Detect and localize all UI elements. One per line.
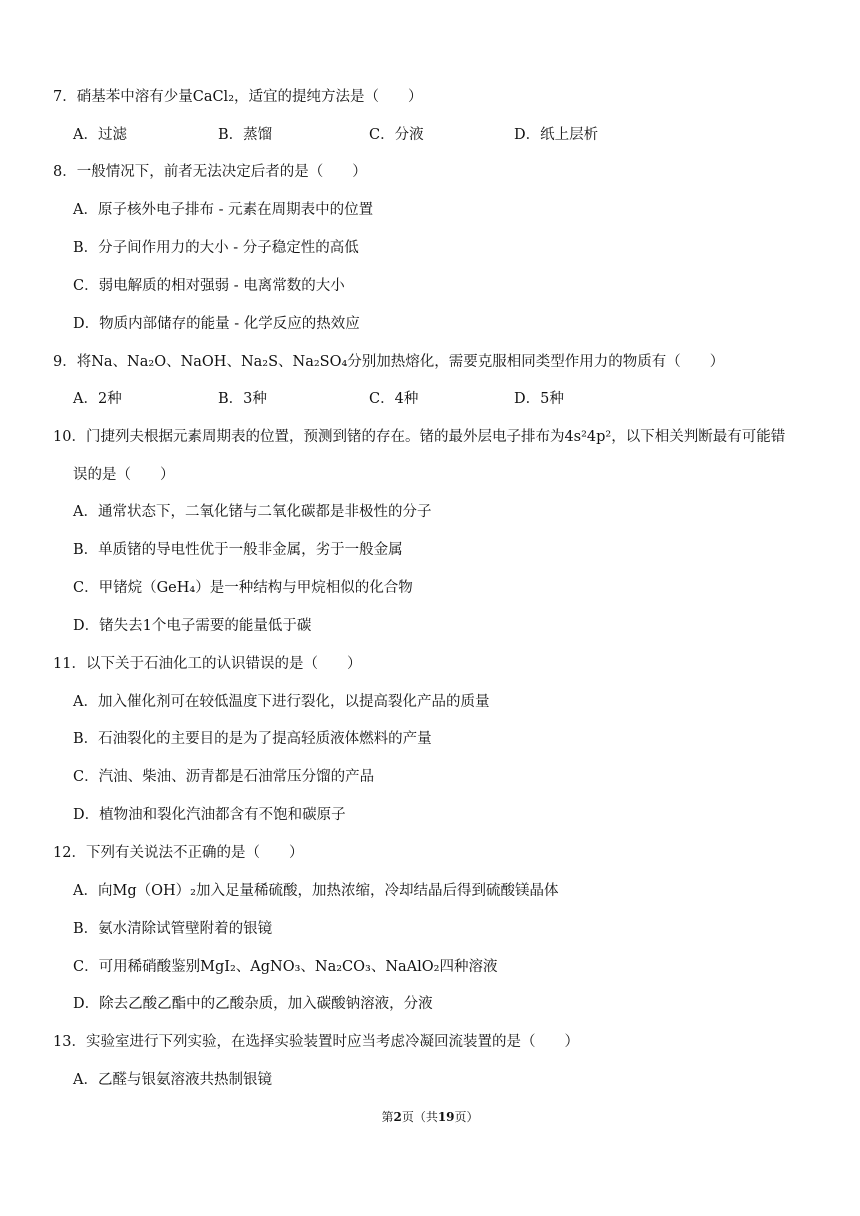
question-7-option-a: A．过滤 bbox=[73, 127, 127, 143]
footer-prefix: 第 bbox=[381, 1110, 394, 1124]
question-8-option-b: B．分子间作用力的大小 - 分子稳定性的高低 bbox=[73, 240, 359, 256]
question-9-stem: 9．将Na、Na₂O、NaOH、Na₂S、Na₂SO₄分别加热熔化，需要克服相同类型作用力的物质有（ ） bbox=[53, 354, 725, 370]
question-7-option-d: D．纸上层析 bbox=[514, 127, 599, 143]
question-11-option-b: B．石油裂化的主要目的是为了提高轻质液体燃料的产量 bbox=[73, 731, 432, 747]
question-7-option-c: C．分液 bbox=[369, 127, 424, 143]
footer-mid: 页（共 bbox=[401, 1110, 438, 1124]
question-9-option-c: C．4种 bbox=[369, 391, 419, 407]
question-11-option-d: D．植物油和裂化汽油都含有不饱和碳原子 bbox=[73, 807, 346, 823]
question-11-stem: 11．以下关于石油化工的认识错误的是（ ） bbox=[53, 656, 362, 672]
question-8-option-c: C．弱电解质的相对强弱 - 电离常数的大小 bbox=[73, 278, 345, 294]
question-10-option-a: A．通常状态下，二氧化锗与二氧化碳都是非极性的分子 bbox=[73, 504, 432, 520]
question-7-stem: 7．硝基苯中溶有少量CaCl₂，适宜的提纯方法是（ ） bbox=[53, 89, 423, 105]
question-13-stem: 13．实验室进行下列实验，在选择实验装置时应当考虑冷凝回流装置的是（ ） bbox=[53, 1034, 579, 1050]
question-10-stem-line2: 误的是（ ） bbox=[73, 467, 175, 483]
question-8-stem: 8．一般情况下，前者无法决定后者的是（ ） bbox=[53, 164, 367, 180]
footer-total-pages: 19 bbox=[437, 1110, 455, 1124]
question-12-option-a: A．向Mg（OH）₂加入足量稀硫酸，加热浓缩，冷却结晶后得到硫酸镁晶体 bbox=[73, 883, 559, 899]
question-12-option-b: B．氨水清除试管壁附着的银镜 bbox=[73, 921, 273, 937]
question-12-option-c: C．可用稀硝酸鉴别MgI₂、AgNO₃、Na₂CO₃、NaAlO₂四种溶液 bbox=[73, 959, 498, 975]
question-9-option-b: B．3种 bbox=[218, 391, 267, 407]
question-10-option-c: C．甲锗烷（GeH₄）是一种结构与甲烷相似的化合物 bbox=[73, 580, 413, 596]
question-9-option-a: A．2种 bbox=[73, 391, 122, 407]
question-10-option-b: B．单质锗的导电性优于一般非金属，劣于一般金属 bbox=[73, 542, 403, 558]
footer-page-number: 2 bbox=[393, 1110, 402, 1124]
question-11-option-a: A．加入催化剂可在较低温度下进行裂化，以提高裂化产品的质量 bbox=[73, 694, 490, 710]
question-8-option-a: A．原子核外电子排布 - 元素在周期表中的位置 bbox=[73, 202, 374, 218]
question-12-stem: 12．下列有关说法不正确的是（ ） bbox=[53, 845, 304, 861]
question-9-option-d: D．5种 bbox=[514, 391, 564, 407]
question-7-option-b: B．蒸馏 bbox=[218, 127, 273, 143]
question-12-option-d: D．除去乙酸乙酯中的乙酸杂质，加入碳酸钠溶液，分液 bbox=[73, 996, 433, 1012]
question-8-option-d: D．物质内部储存的能量 - 化学反应的热效应 bbox=[73, 316, 360, 332]
question-10-option-d: D．锗失去1个电子需要的能量低于碳 bbox=[73, 618, 312, 634]
footer-suffix: 页） bbox=[454, 1110, 479, 1124]
question-13-option-a: A．乙醛与银氨溶液共热制银镜 bbox=[73, 1072, 272, 1088]
question-10-stem-line1: 10．门捷列夫根据元素周期表的位置，预测到锗的存在。锗的最外层电子排布为4s²4p²，以下相关判断最有可能错 bbox=[53, 429, 786, 445]
page-footer bbox=[0, 1109, 860, 1125]
question-11-option-c: C．汽油、柴油、沥青都是石油常压分馏的产品 bbox=[73, 769, 375, 785]
